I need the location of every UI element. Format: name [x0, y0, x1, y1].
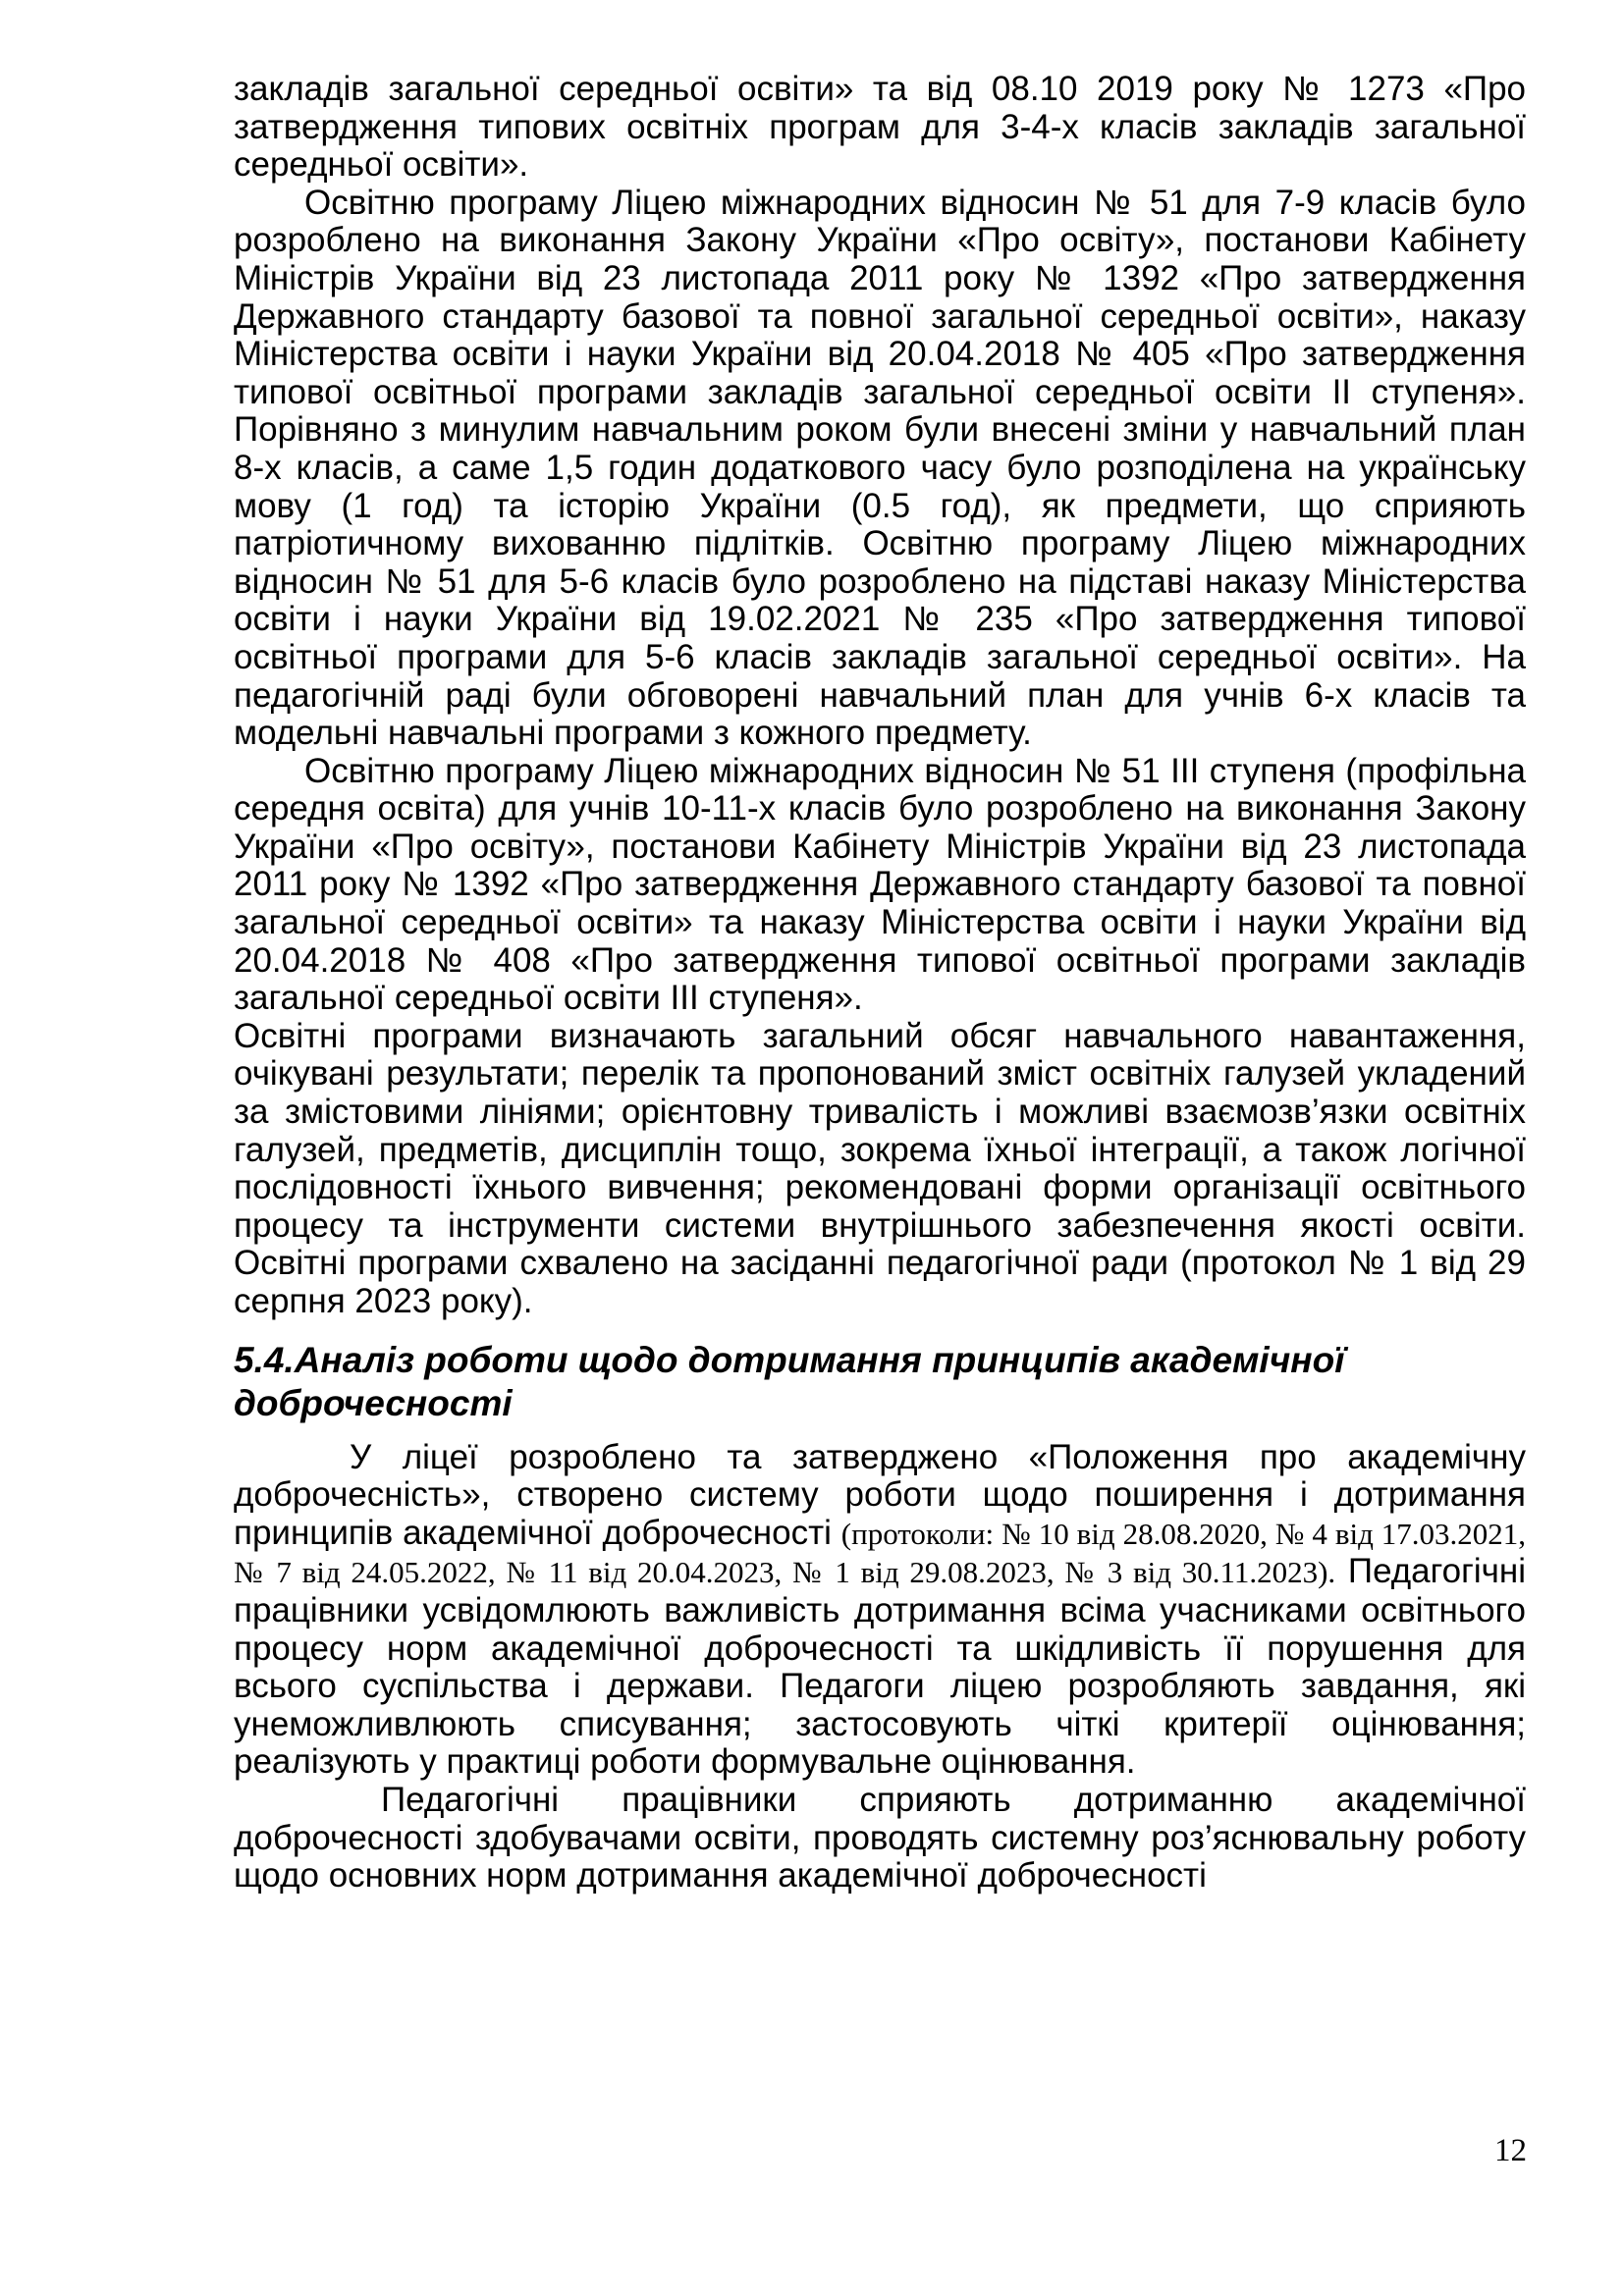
document-body: [234, 71, 1526, 1896]
paragraph-teachers-support: Педагогічні працівники сприяють дотриманню академічної доброчесності здобувачами освіти, проводять системну роз’яснювальну роботу щодо основних норм дотримання академічної доброчесності: [234, 1780, 1526, 1896]
paragraph-continuation: закладів загальної середньої освіти» та від 08.10 2019 року № 1273 «Про затвердження типових освітніх програм для 3-4-х класів закладів загальної середньої освіти».: [234, 70, 1526, 185]
integrity-text-main: У ліцеї розроблено та затверджено «Положення про академічну доброчесність», створено систему роботи щодо поширення і дотримання принципів академічної доброчесності: [234, 1437, 1526, 1552]
section-heading-5-4: 5.4.Аналіз роботи щодо дотримання принципів академічної доброчесності: [234, 1339, 1345, 1423]
paragraph-program-7-9: Освітню програму Ліцею міжнародних відносин № 51 для 7-9 класів було розроблено на виконання Закону України «Про освіту», постанови Кабінету Міністрів України від 23 листопада 2011 року № 1392 «Про затвердження Державного стандарту базової та повної загальної середньої освіти», наказу Міністерства освіти і науки України від 20.04.2018 № 405 «Про затвердження типової освітньої програми закладів загальної середньої освіти ІІ ступеня». Порівняно з минулим навчальним роком були внесені зміни у навчальний план 8-х класів, а саме 1,5 годин додаткового часу було розподілена на українську мову (1 год) та історію України (0.5 год), як предмети, що сприяють патріотичному вихованню підлітків. Освітню програму Ліцею міжнародних відносин № 51 для 5-6 класів було розроблено на підставі наказу Міністерства освіти і науки України від 19.02.2021 № 235 «Про затвердження типової освітньої програми для 5-6 класів закладів загальної середньої освіти». На педагогічній раді були обговорені навчальний план для учнів 6-х класів та модельні навчальні програми з кожного предмету.: [234, 183, 1526, 753]
paragraph-academic-integrity: [234, 1439, 1526, 1782]
integrity-text-rest: Педагогічні працівники усвідомлюють важливість дотримання всіма учасниками освітнього процесу норм академічної доброчесності та шкідливість її порушення для всього суспільства і держави. Педагоги ліцею розробляють завдання, які унеможливлюють списування; застосовують чіткі критерії оцінювання; реалізують у практиці роботи формувальне оцінювання.: [234, 1552, 1526, 1782]
paragraph-program-10-11: Освітню програму Ліцею міжнародних відносин № 51 ІІІ ступеня (профільна середня освіта) для учнів 10-11-х класів було розроблено на виконання Закону України «Про освіту», постанови Кабінету Міністрів України від 23 листопада 2011 року № 1392 «Про затвердження Державного стандарту базової та повної загальної середньої освіти» та наказу Міністерства освіти і науки України від 20.04.2018 № 408 «Про затвердження типової освітньої програми закладів загальної середньої освіти ІІІ ступеня».: [234, 751, 1526, 1018]
page-number: 12: [1494, 2133, 1527, 2168]
paragraph-programs-define: Освітні програми визначають загальний обсяг навчального навантаження, очікувані результати; перелік та пропонований зміст освітніх галузей укладений за змістовими лініями; орієнтовну тривалість і можливі взаємозв’язки освітніх галузей, предметів, дисциплін тощо, зокрема їхньої інтеграції, а також логічної послідовності їхнього вивчення; рекомендовані форми організації освітнього процесу та інструменти системи внутрішнього забезпечення якості освіти. Освітні програми схвалено на засіданні педагогічної ради (протокол № 1 від 29 серпня 2023 року).: [234, 1016, 1526, 1320]
integrity-protocol-dates: (протоколи: № 10 від 28.08.2020, № 4 від 17.03.2021, № 7 від 24.05.2022, № 11 від 20.04.2023, № 1 від 29.08.2023, № 3 від 30.11.2023).: [234, 1516, 1527, 1590]
